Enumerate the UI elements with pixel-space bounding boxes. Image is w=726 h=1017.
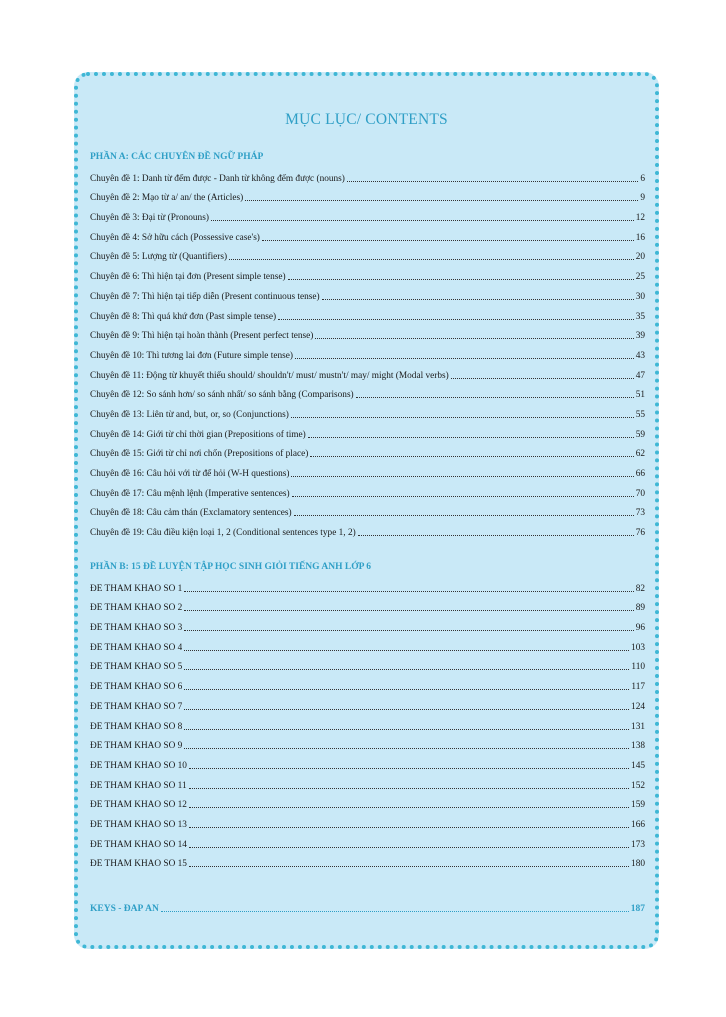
toc-entry-page: 159 (631, 800, 645, 811)
toc-entry-title: ĐỀ THAM KHẢO SỐ 4 (90, 642, 183, 653)
part-a-list (90, 164, 645, 538)
toc-entry-title: ĐỀ THAM KHẢO SỐ 13 (90, 819, 187, 830)
toc-entry[interactable] (90, 440, 645, 460)
dot-leader (189, 827, 629, 828)
dot-leader (229, 259, 634, 260)
toc-entry[interactable] (90, 712, 645, 732)
toc-entry-title: ĐỀ THAM KHẢO SỐ 7 (90, 701, 183, 712)
toc-entry-title: ĐỀ THAM KHẢO SỐ 11 (90, 780, 187, 791)
toc-entry-title: ĐỀ THAM KHẢO SỐ 12 (90, 800, 187, 811)
toc-entry[interactable] (90, 732, 645, 752)
toc-entry-page: 152 (631, 780, 645, 791)
toc-entry-page: 131 (631, 721, 645, 732)
toc-entry-page: 47 (635, 370, 645, 381)
dot-leader (184, 689, 629, 690)
toc-entry-page: 20 (635, 252, 645, 263)
dot-leader (245, 200, 638, 201)
toc-entry-page: 70 (635, 488, 645, 499)
toc-entry[interactable] (90, 518, 645, 538)
toc-entry-title: Chuyên đề 8: Thì quá khứ đơn (Past simple tense) (90, 311, 277, 322)
toc-entry[interactable] (90, 830, 645, 850)
toc-entry-title: ĐỀ THAM KHẢO SỐ 15 (90, 859, 187, 870)
dot-leader (308, 437, 634, 438)
toc-entry-title: Chuyên đề 7: Thì hiện tại tiếp diễn (Present continuous tense) (90, 291, 320, 302)
toc-entry-page: 138 (631, 741, 645, 752)
toc-entry[interactable] (90, 302, 645, 322)
toc-entry[interactable] (90, 420, 645, 440)
toc-entry-title: Chuyên đề 3: Đại từ (Pronouns) (90, 213, 209, 224)
toc-entry[interactable] (90, 692, 645, 712)
dot-leader (356, 397, 634, 398)
dot-leader (189, 807, 629, 808)
toc-entry[interactable] (90, 341, 645, 361)
toc-entry[interactable] (90, 223, 645, 243)
toc-entry-page: 89 (635, 603, 645, 614)
contents-panel (74, 72, 659, 949)
toc-entry-title: Chuyên đề 2: Mạo từ a/ an/ the (Articles) (90, 193, 244, 204)
toc-entry-title: Chuyên đề 1: Danh từ đếm được - Danh từ không đếm được (nouns) (90, 173, 345, 184)
toc-entry-title: ĐỀ THAM KHẢO SỐ 9 (90, 741, 183, 752)
toc-entry-title: Chuyên đề 14: Giới từ chỉ thời gian (Prepositions of time) (90, 429, 306, 440)
toc-entry[interactable] (90, 322, 645, 342)
toc-entry-title: ĐỀ THAM KHẢO SỐ 8 (90, 721, 183, 732)
toc-entry[interactable] (90, 672, 645, 692)
toc-entry-title: Chuyên đề 19: Câu điều kiện loại 1, 2 (Conditional sentences type 1, 2) (90, 528, 356, 539)
toc-entry-page: 173 (631, 839, 645, 850)
dot-leader (451, 378, 634, 379)
toc-entry-title: Chuyên đề 10: Thì tương lai đơn (Future simple tense) (90, 350, 293, 361)
toc-entry-page: 62 (635, 449, 645, 460)
toc-entry-page: 12 (635, 213, 645, 224)
dot-leader (184, 669, 629, 670)
toc-entry[interactable] (90, 203, 645, 223)
dot-leader (291, 476, 633, 477)
toc-entry-page: 110 (631, 662, 645, 673)
toc-entry[interactable] (90, 243, 645, 263)
toc-entry[interactable] (90, 262, 645, 282)
toc-entry[interactable] (90, 751, 645, 771)
toc-entry-page: 166 (631, 819, 645, 830)
toc-entry[interactable] (90, 459, 645, 479)
toc-entry-title: Chuyên đề 18: Câu cảm thán (Exclamatory sentences) (90, 508, 292, 519)
dot-leader (278, 319, 634, 320)
toc-entry-page: 145 (631, 760, 645, 771)
dot-leader (295, 358, 634, 359)
page-title: MỤC LỤC/ CONTENTS (285, 111, 448, 128)
toc-entry-title: Chuyên đề 4: Sở hữu cách (Possessive case's) (90, 232, 260, 243)
toc-entry[interactable] (90, 400, 645, 420)
toc-entry-page: 76 (635, 528, 645, 539)
toc-entry-title: ĐỀ THAM KHẢO SỐ 6 (90, 682, 183, 693)
toc-entry-page: 6 (640, 173, 645, 184)
dot-leader (184, 610, 633, 611)
toc-entry-title: Chuyên đề 12: So sánh hơn/ so sánh nhất/ so sánh bằng (Comparisons) (90, 390, 354, 401)
dot-leader (184, 650, 629, 651)
toc-entry-page: 55 (635, 409, 645, 420)
dot-leader (315, 338, 633, 339)
toc-entry-page: 180 (631, 859, 645, 870)
toc-entry[interactable] (90, 361, 645, 381)
toc-entry-title: ĐỀ THAM KHẢO SỐ 3 (90, 623, 183, 634)
toc-entry-title: ĐỀ THAM KHẢO SỐ 2 (90, 603, 183, 614)
toc-entry[interactable] (90, 633, 645, 653)
toc-entry-page: 39 (635, 331, 645, 342)
toc-entry-title: Chuyên đề 16: Câu hỏi với từ để hỏi (W-H questions) (90, 469, 290, 479)
dot-leader (322, 299, 634, 300)
dot-leader (347, 181, 638, 182)
toc-entry-page: 30 (635, 291, 645, 302)
toc-entry-title: Chuyên đề 6: Thì hiện tại đơn (Present simple tense) (90, 272, 286, 283)
toc-entry-title: ĐỀ THAM KHẢO SỐ 1 (90, 583, 183, 594)
dot-leader (262, 240, 634, 241)
toc-entry[interactable] (90, 791, 645, 811)
dot-leader (189, 847, 629, 848)
dot-leader (291, 417, 634, 418)
toc-entry[interactable] (90, 653, 645, 673)
dot-leader (189, 768, 629, 769)
toc-entry[interactable] (90, 479, 645, 499)
toc-entry-page: 51 (635, 390, 645, 401)
keys-entry[interactable] (90, 904, 645, 914)
dot-leader (310, 456, 633, 457)
keys-page-number: 187 (630, 904, 645, 914)
dot-leader (184, 709, 629, 710)
toc-entry-page: 16 (635, 232, 645, 243)
toc-entry-title: Chuyên đề 9: Thì hiện tại hoàn thành (Present perfect tense) (90, 331, 314, 342)
dot-leader (189, 866, 629, 867)
toc-entry[interactable] (90, 594, 645, 614)
dot-leader (161, 911, 629, 912)
toc-entry[interactable] (90, 810, 645, 830)
toc-entry-title: Chuyên đề 11: Động từ khuyết thiếu should/ shouldn't/ must/ mustn't/ may/ might (Modal verbs) (90, 370, 449, 381)
dot-leader (189, 788, 629, 789)
part-b-heading: PHẦN B: 15 ĐỀ LUYỆN TẬP HỌC SINH GIỎI TIẾNG ANH LỚP 6 (90, 562, 372, 572)
toc-entry[interactable] (90, 184, 645, 204)
dot-leader (292, 496, 634, 497)
toc-entry[interactable] (90, 282, 645, 302)
toc-entry-title: ĐỀ THAM KHẢO SỐ 10 (90, 760, 187, 771)
toc-entry-page: 96 (635, 623, 645, 634)
toc-entry[interactable] (90, 850, 645, 870)
toc-entry-title: ĐỀ THAM KHẢO SỐ 14 (90, 839, 187, 850)
dot-leader (294, 515, 634, 516)
dot-leader (184, 748, 629, 749)
toc-entry-page: 66 (635, 469, 645, 479)
toc-entry-page: 35 (635, 311, 645, 322)
keys-label: KEYS - ĐÁP ÁN (90, 904, 159, 914)
toc-entry-page: 103 (631, 642, 645, 653)
toc-entry[interactable] (90, 164, 645, 184)
part-a-heading: PHẦN A: CÁC CHUYÊN ĐỀ NGỮ PHÁP (90, 152, 264, 162)
toc-entry-page: 82 (635, 583, 645, 594)
toc-entry-title: Chuyên đề 17: Câu mệnh lệnh (Imperative sentences) (90, 488, 290, 499)
toc-entry-title: ĐỀ THAM KHẢO SỐ 5 (90, 662, 183, 673)
toc-entry[interactable] (90, 613, 645, 633)
toc-entry-title: Chuyên đề 15: Giới từ chỉ nơi chốn (Prepositions of place) (90, 449, 309, 460)
toc-entry-page: 43 (635, 350, 645, 361)
toc-entry-page: 59 (635, 429, 645, 440)
dot-leader (184, 729, 629, 730)
toc-entry-title: Chuyên đề 13: Liên từ and, but, or, so (Conjunctions) (90, 409, 289, 420)
toc-entry[interactable] (90, 381, 645, 401)
toc-entry[interactable] (90, 771, 645, 791)
toc-entry-page: 25 (635, 272, 645, 283)
toc-entry-page: 117 (631, 682, 645, 693)
dot-leader (184, 630, 633, 631)
dot-leader (184, 591, 633, 592)
dot-leader (211, 220, 634, 221)
toc-entry[interactable] (90, 574, 645, 594)
toc-entry-page: 124 (631, 701, 645, 712)
toc-entry-page: 73 (635, 508, 645, 519)
toc-entry[interactable] (90, 499, 645, 519)
toc-entry-title: Chuyên đề 5: Lượng từ (Quantifiers) (90, 252, 228, 263)
part-b-list (90, 574, 645, 869)
toc-entry-page: 9 (640, 193, 645, 204)
dot-leader (358, 535, 634, 536)
dot-leader (288, 279, 634, 280)
